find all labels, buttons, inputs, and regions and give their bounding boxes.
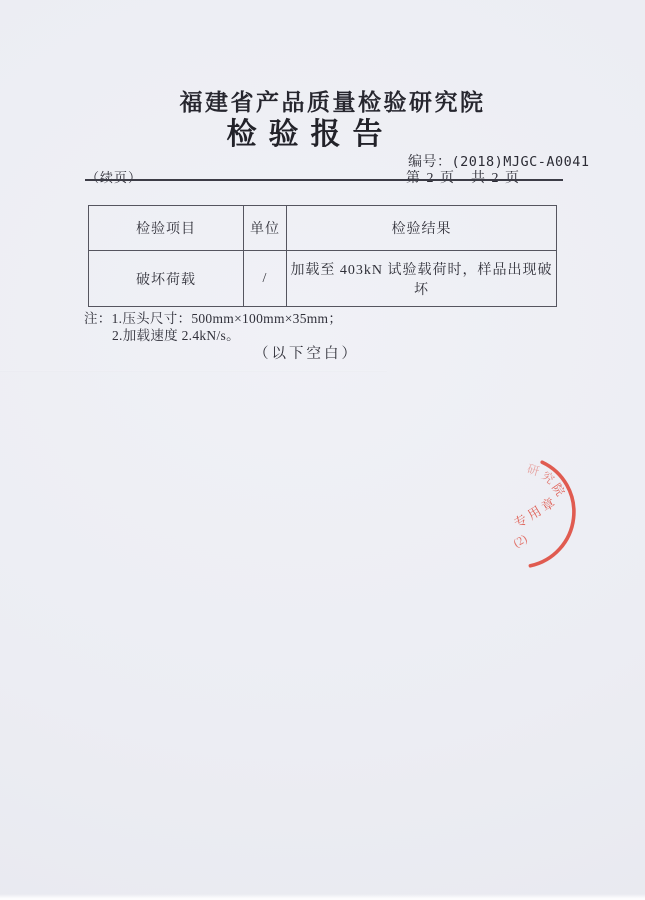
seal-ring-char: 研: [525, 461, 541, 479]
paper-crease: [0, 370, 387, 372]
results-table: [88, 205, 557, 307]
page-indicator: 第 2 页 共 2 页: [406, 171, 521, 186]
note-line-1: 注：1.压头尺寸：500mm×100mm×35mm；: [84, 311, 343, 326]
official-seal-stamp: [439, 432, 599, 592]
cell-result: 加载至 403kN 试验载荷时，样品出现破坏: [287, 251, 557, 307]
table-row: [89, 251, 557, 307]
paper-bottom-edge: [0, 894, 645, 900]
col-header-unit: 单位: [244, 206, 287, 251]
institute-name: 福建省产品质量检验研究院: [179, 90, 486, 115]
cell-unit: /: [244, 251, 287, 307]
table-header-row: [89, 206, 557, 251]
note-line-2: 2.加载速度 2.4kN/s。: [112, 327, 240, 343]
report-title: 检验报告: [226, 118, 395, 151]
below-blank-label: （以下空白）: [254, 346, 359, 362]
cell-item: 破坏荷载: [89, 251, 244, 307]
notes-block: [84, 311, 342, 344]
seal-ring-char: 院: [549, 480, 568, 499]
continuation-label: （续页）: [86, 170, 143, 185]
col-header-result: 检验结果: [287, 206, 557, 251]
col-header-item: 检验项目: [89, 206, 244, 251]
report-number-label: 编号：: [408, 155, 452, 170]
seal-number-text: (2): [511, 532, 530, 550]
report-number-value: (2018)MJGC-A0041: [451, 154, 590, 170]
seal-ring-char: 究: [538, 468, 557, 488]
header-rule: [85, 179, 563, 181]
seal-center-text: 专用章: [511, 493, 561, 531]
